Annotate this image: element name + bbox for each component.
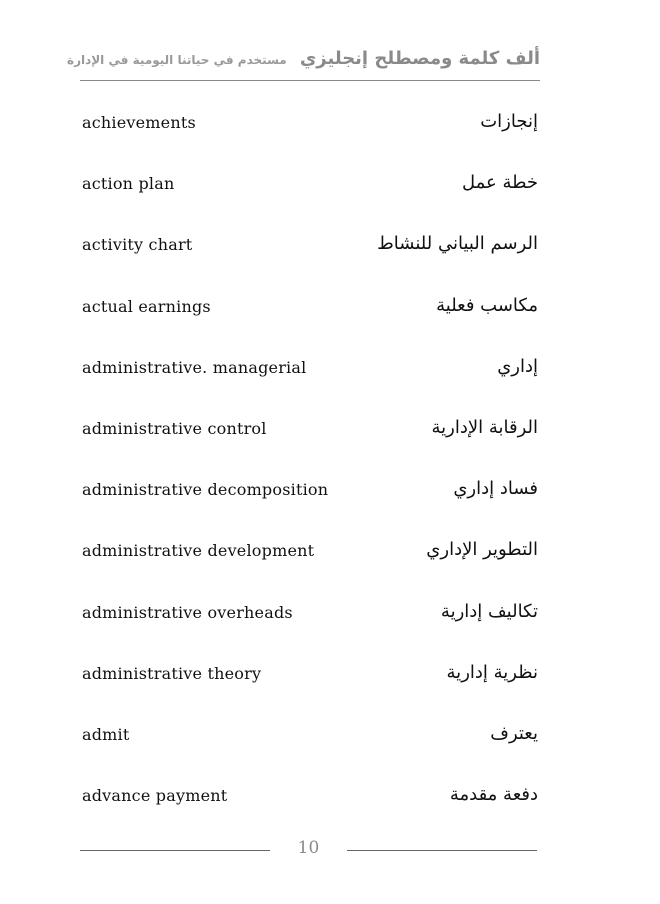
glossary-entry	[80, 662, 540, 723]
english-term: actual earnings	[82, 296, 211, 316]
arabic-term: نظرية إدارية	[446, 661, 538, 683]
glossary-entry	[80, 723, 540, 784]
footer-rule-left	[80, 850, 270, 851]
english-term: activity chart	[82, 235, 193, 255]
english-term: action plan	[82, 174, 175, 194]
english-term: admit	[82, 724, 130, 744]
arabic-term: دفعة مقدمة	[449, 784, 538, 806]
english-term: advance payment	[82, 786, 228, 806]
running-header	[66, 48, 540, 69]
glossary-entry	[80, 233, 540, 294]
footer-rule-right	[347, 850, 537, 851]
arabic-term: خطة عمل	[461, 172, 538, 194]
english-term: administrative theory	[82, 663, 262, 683]
glossary-entry	[80, 172, 540, 233]
header-title: ألف كلمة ومصطلح إنجليزي	[299, 48, 540, 69]
english-term: administrative development	[82, 541, 315, 561]
glossary-entry	[80, 111, 540, 172]
header-divider	[80, 80, 540, 81]
glossary-list	[80, 111, 540, 845]
glossary-entry	[80, 478, 540, 539]
english-term: administrative. managerial	[82, 357, 307, 377]
glossary-entry	[80, 601, 540, 662]
english-term: administrative decomposition	[82, 480, 329, 500]
glossary-entry	[80, 539, 540, 600]
arabic-term: فساد إداري	[453, 478, 538, 500]
arabic-term: إنجازات	[480, 111, 538, 132]
arabic-term: مكاسب فعلية	[436, 294, 538, 316]
glossary-entry	[80, 417, 540, 478]
arabic-term: الرقابة الإدارية	[431, 416, 538, 438]
glossary-entry	[80, 356, 540, 417]
arabic-term: الرسم البياني للنشاط	[377, 233, 538, 255]
page-number: 10	[297, 838, 320, 858]
arabic-term: يعترف	[490, 722, 538, 744]
english-term: administrative control	[82, 418, 267, 438]
arabic-term: تكاليف إدارية	[440, 600, 538, 622]
glossary-entry	[80, 784, 540, 845]
english-term: achievements	[82, 113, 196, 132]
english-term: administrative overheads	[82, 602, 293, 622]
header-subtitle: مستخدم في حياتنا اليومية في الإدارة	[66, 53, 287, 67]
arabic-term: إداري	[497, 355, 538, 377]
glossary-entry	[80, 295, 540, 356]
arabic-term: التطوير الإداري	[426, 539, 538, 561]
